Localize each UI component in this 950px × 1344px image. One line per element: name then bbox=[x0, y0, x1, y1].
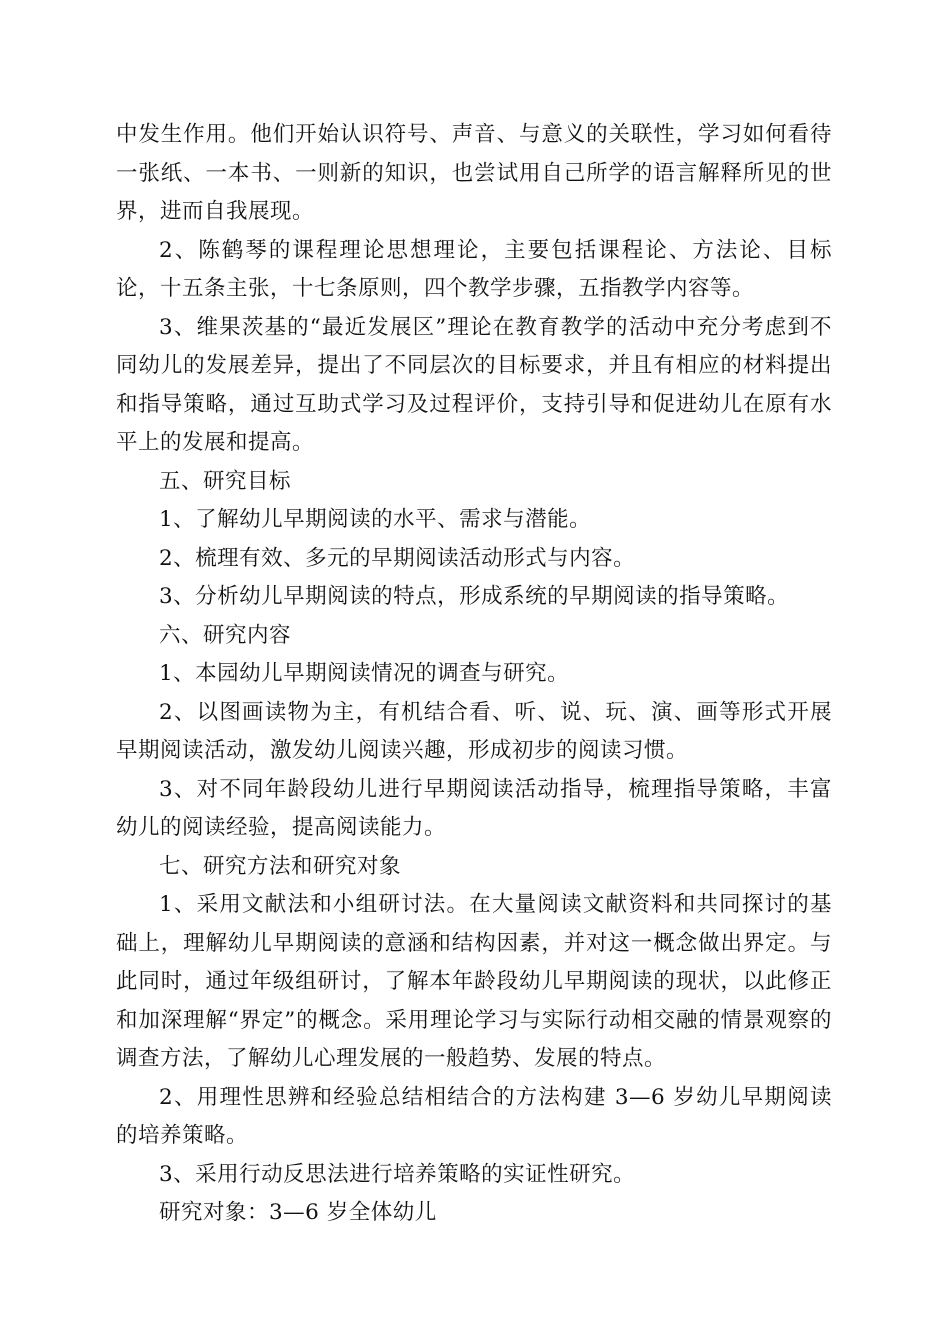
goal-item-1: 1、了解幼儿早期阅读的水平、需求与潜能。 bbox=[159, 507, 592, 532]
paragraph-continuation: 中发生作用。他们开始认识符号、声音、与意义的关联性，学习如何看待一张纸、一本书、一则新的知识，也尝试用自己所学的语言解释所见的世界，进而自我展现。 bbox=[116, 122, 832, 224]
section-heading-methods: 七、研究方法和研究对象 bbox=[159, 853, 402, 879]
content-item-3: 3、对不同年龄段幼儿进行早期阅读活动指导，梳理指导策略，丰富幼儿的阅读经验，提高阅读能力。 bbox=[116, 776, 832, 840]
content-item-1: 1、本园幼儿早期阅读情况的调查与研究。 bbox=[159, 661, 570, 686]
paragraph-theory-vygotsky: 3、维果茨基的“最近发展区”理论在教育教学的活动中充分考虑到不同幼儿的发展差异，提出了不同层次的目标要求，并且有相应的材料提出和指导策略，通过互助式学习及过程评价，支持引导和促进幼儿在原有水平上的发展和提高。 bbox=[116, 314, 832, 455]
paragraph-theory-chen: 2、陈鹤琴的课程理论思想理论，主要包括课程论、方法论、目标论，十五条主张，十七条原则，四个教学步骤，五指教学内容等。 bbox=[116, 237, 832, 301]
section-heading-goals: 五、研究目标 bbox=[159, 468, 292, 494]
content-item-2: 2、以图画读物为主，有机结合看、听、说、玩、演、画等形式开展早期阅读活动，激发幼儿阅读兴趣，形成初步的阅读习惯。 bbox=[116, 699, 832, 763]
section-heading-content: 六、研究内容 bbox=[159, 622, 292, 648]
method-item-1: 1、采用文献法和小组研讨法。在大量阅读文献资料和共同探讨的基础上，理解幼儿早期阅读的意涵和结构因素，并对这一概念做出界定。与此同时，通过年级组研讨，了解本年龄段幼儿早期阅读的现状，以此修正和加深理解“界定”的概念。采用理论学习与实际行动相交融的情景观察的调查方法，了解幼儿心理发展的一般趋势、发展的特点。 bbox=[116, 892, 832, 1071]
goal-item-2: 2、梳理有效、多元的早期阅读活动形式与内容。 bbox=[159, 545, 636, 571]
research-subjects: 研究对象：3—6 岁全体幼儿 bbox=[159, 1200, 437, 1225]
document-body bbox=[116, 116, 832, 1233]
method-item-2: 2、用理性思辨和经验总结相结合的方法构建 3—6 岁幼儿早期阅读的培养策略。 bbox=[116, 1084, 832, 1148]
method-item-3: 3、采用行动反思法进行培养策略的实证性研究。 bbox=[159, 1161, 636, 1187]
goal-item-3: 3、分析幼儿早期阅读的特点，形成系统的早期阅读的指导策略。 bbox=[159, 584, 790, 609]
